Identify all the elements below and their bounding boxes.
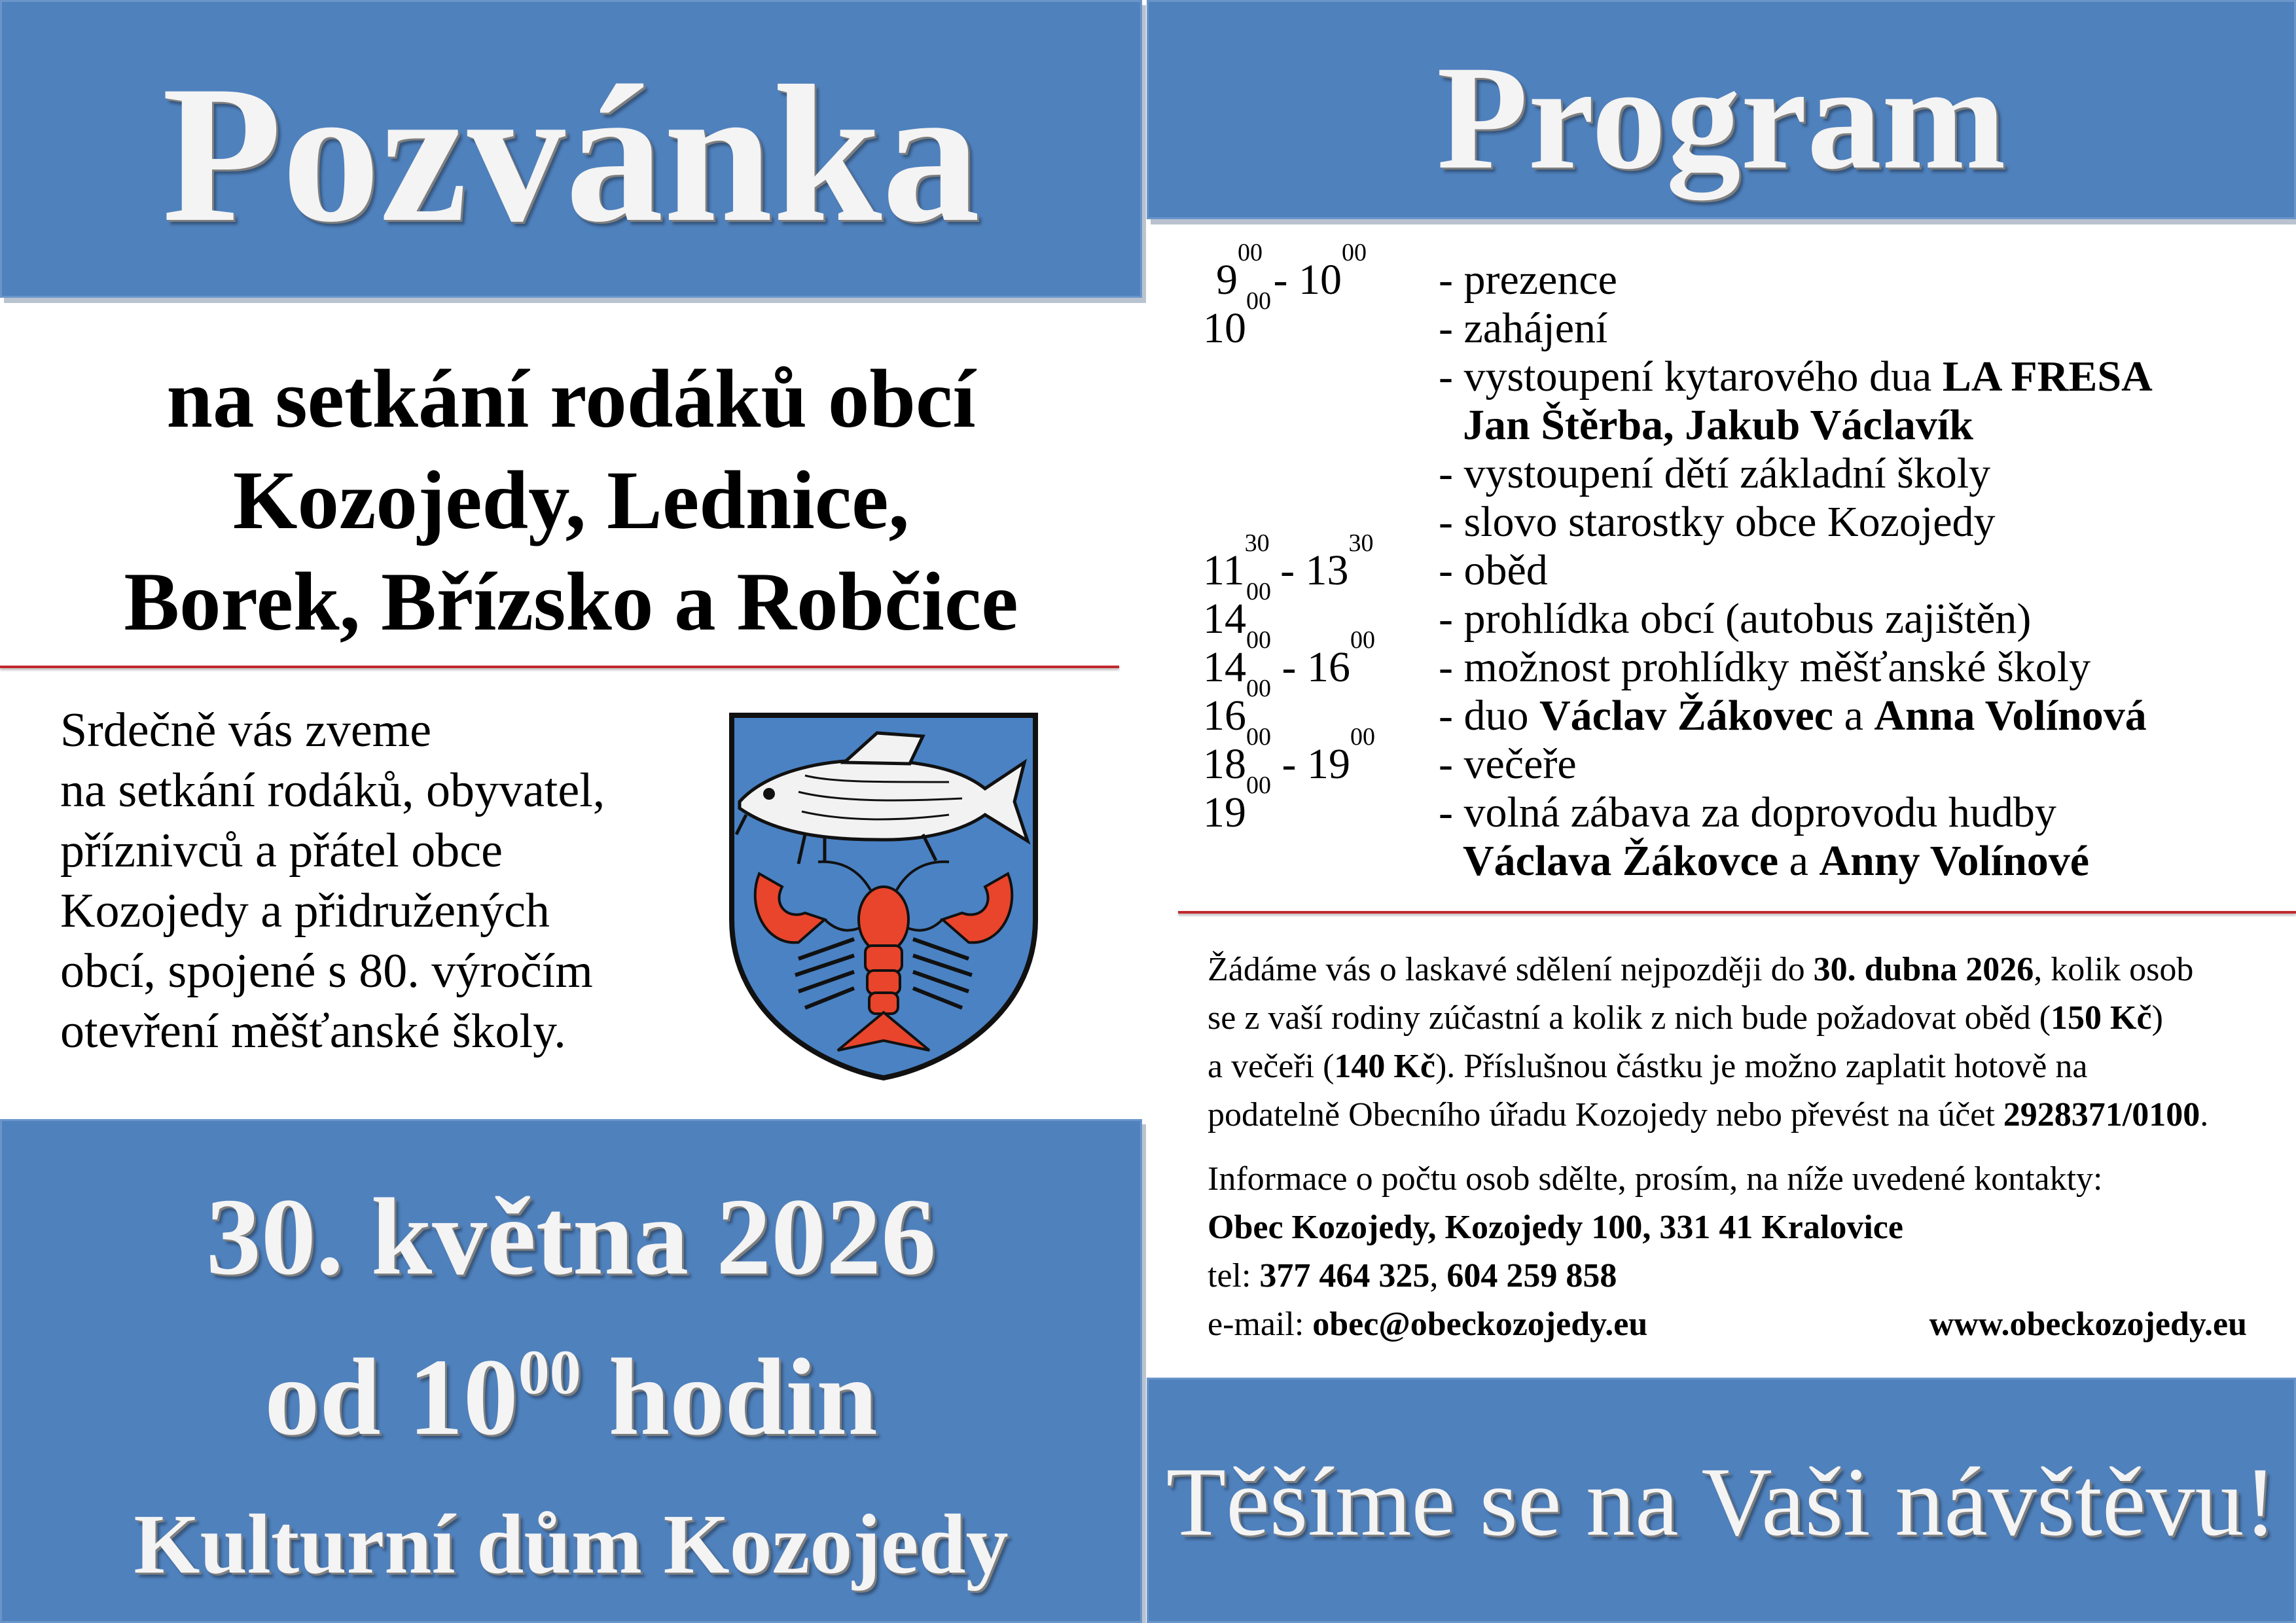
- schedule-item-text: - vystoupení kytarového dua: [1439, 353, 1943, 401]
- note-line: [1208, 1043, 2087, 1091]
- time-end: - 13: [1269, 546, 1349, 594]
- schedule-item: [1439, 352, 2153, 402]
- contact-phone: [1208, 1252, 1617, 1300]
- schedule-time: [1203, 723, 1375, 789]
- duo-name-1: Václav Žákovec: [1539, 692, 1834, 740]
- note-text: se z vaší rodiny zúčastní a kolik z nich bude požadovat oběd (: [1208, 999, 2051, 1037]
- event-time-sup: 00: [518, 1337, 581, 1407]
- divider-left: [0, 666, 1119, 668]
- schedule-item: - slovo starostky obce Kozojedy: [1439, 498, 1996, 546]
- divider-right: [1178, 911, 2296, 914]
- schedule-item: - prohlídka obcí (autobus zajištěn): [1439, 595, 2032, 643]
- note-line: [1208, 994, 2163, 1043]
- schedule-item: - volná zábava za doprovodu hudby: [1439, 789, 2056, 836]
- lunch-price: 150 Kč: [2051, 999, 2152, 1037]
- coat-of-arms-icon: [726, 710, 1041, 1083]
- schedule-item: - prezence: [1439, 256, 1617, 304]
- band-and: a: [1778, 837, 1820, 885]
- time-start: 14: [1203, 595, 1246, 643]
- schedule-item: - vystoupení dětí základní školy: [1439, 450, 1991, 497]
- headline-line-1: na setkání rodáků obcí: [166, 353, 976, 445]
- event-venue: Kulturní dům Kozojedy: [134, 1497, 1009, 1592]
- closing-banner: [1147, 1378, 2296, 1623]
- headline-line-3: Borek, Břízsko a Robčice: [124, 556, 1018, 648]
- schedule-item: [1463, 836, 2089, 886]
- schedule-item-bold: LA FRESA: [1942, 353, 2153, 401]
- address: Obec Kozojedy, Kozojedy 100, 331 41 Kralovice: [1208, 1209, 1903, 1246]
- note-line: Informace o počtu osob sdělte, prosím, na níže uvedené kontakty:: [1208, 1160, 2103, 1198]
- time-end: - 19: [1271, 740, 1350, 788]
- event-date: 30. května 2026: [206, 1176, 937, 1298]
- phone-2[interactable]: 604 259 858: [1446, 1257, 1617, 1294]
- schedule-item: [1463, 401, 1973, 450]
- time-start-min: 00: [1246, 675, 1271, 702]
- note-text: Žádáme vás o laskavé sdělení nejpozději do: [1208, 951, 1814, 988]
- note-text: podatelně Obecního úřadu Kozojedy nebo převést na účet: [1208, 1096, 2003, 1133]
- schedule-time: [1203, 772, 1271, 838]
- time-start: 16: [1203, 692, 1246, 740]
- invitation-title: Pozvánka: [162, 45, 980, 262]
- contact-address: [1208, 1204, 1903, 1252]
- schedule-item: - večeře: [1439, 740, 1577, 788]
- note-text: .: [2200, 1096, 2209, 1133]
- note-text: ): [2151, 999, 2163, 1037]
- time-end: - 16: [1271, 643, 1350, 691]
- email-link[interactable]: obec@obeckozojedy.eu: [1312, 1306, 1648, 1343]
- time-start: 11: [1203, 546, 1245, 594]
- note-text: a večeři (: [1208, 1048, 1335, 1085]
- time-start: 14: [1203, 643, 1246, 691]
- event-time-suffix: hodin: [581, 1336, 878, 1458]
- note-text: , kolik osob: [2034, 951, 2194, 988]
- title-banner-right: [1147, 0, 2296, 219]
- dinner-price: 140 Kč: [1334, 1048, 1435, 1085]
- title-banner-left: [0, 0, 1142, 298]
- schedule-time: [1203, 529, 1374, 596]
- schedule-item-text: - duo: [1439, 692, 1539, 740]
- invitation-line: příznivců a přátel obce: [60, 824, 503, 878]
- schedule-time: [1203, 626, 1375, 692]
- duo-and: a: [1833, 692, 1874, 740]
- tel-sep: ,: [1429, 1257, 1447, 1294]
- note-text: ). Příslušnou částku je možno zaplatit hotově na: [1435, 1048, 2088, 1085]
- schedule-time: [1216, 239, 1367, 305]
- note-line: [1208, 946, 2193, 994]
- date-banner: [0, 1119, 1142, 1623]
- bank-account: 2928371/0100: [2003, 1096, 2200, 1133]
- time-start-min: 30: [1244, 529, 1270, 557]
- time-start: 19: [1203, 789, 1246, 836]
- email-label: e-mail:: [1208, 1306, 1313, 1343]
- schedule-item: - možnost prohlídky měšťanské školy: [1439, 643, 2091, 691]
- band-name-1: Václava Žákovce: [1463, 837, 1779, 885]
- time-start-min: 00: [1246, 287, 1271, 315]
- schedule-time: [1203, 287, 1271, 353]
- contact-email: [1208, 1300, 1647, 1349]
- time-start-min: 00: [1246, 723, 1271, 751]
- phone-1[interactable]: 377 464 325: [1259, 1257, 1430, 1294]
- website-url[interactable]: www.obeckozojedy.eu: [1929, 1306, 2247, 1343]
- invitation-line: obcí, spojené s 80. výročím: [60, 944, 593, 998]
- time-start: 9: [1216, 256, 1238, 304]
- note-deadline: 30. dubna 2026: [1813, 951, 2034, 988]
- headline-line-2: Kozojedy, Lednice,: [232, 455, 910, 546]
- tel-label: tel:: [1208, 1257, 1260, 1294]
- note-line: [1208, 1091, 2208, 1139]
- time-end-min: 30: [1348, 529, 1374, 557]
- time-start: 10: [1203, 304, 1246, 352]
- time-end-min: 00: [1350, 626, 1375, 654]
- schedule-item: - oběd: [1439, 546, 1548, 594]
- website-link[interactable]: [1929, 1300, 2247, 1349]
- schedule-item: - zahájení: [1439, 304, 1608, 352]
- event-time: [0, 1332, 1142, 1478]
- time-end: - 10: [1263, 256, 1342, 304]
- time-start: 18: [1203, 740, 1246, 788]
- time-start-min: 00: [1246, 772, 1271, 799]
- duo-name-2: Anna Volínová: [1874, 692, 2147, 740]
- band-name-2: Anny Volínové: [1819, 837, 2090, 885]
- time-end-min: 00: [1341, 239, 1367, 266]
- invitation-line: Kozojedy a přidružených: [60, 884, 550, 938]
- invitation-line: na setkání rodáků, obyvatel,: [60, 764, 605, 817]
- invitation-line: Srdečně vás zveme: [60, 704, 432, 757]
- invitation-line: otevření měšťanské školy.: [60, 1005, 566, 1058]
- time-start-min: 00: [1246, 578, 1271, 605]
- performer-names: Jan Štěrba, Jakub Václavík: [1463, 401, 1973, 449]
- time-end-min: 00: [1350, 723, 1375, 751]
- closing-text: Těšíme se na Vaši návštěvu!: [1166, 1448, 2277, 1556]
- invitation-text: [60, 700, 605, 1061]
- program-title: Program: [1437, 35, 2006, 200]
- schedule-item: [1439, 691, 2147, 741]
- event-time-prefix: od 10: [264, 1336, 518, 1458]
- time-start-min: 00: [1238, 239, 1263, 266]
- time-start-min: 00: [1246, 626, 1271, 654]
